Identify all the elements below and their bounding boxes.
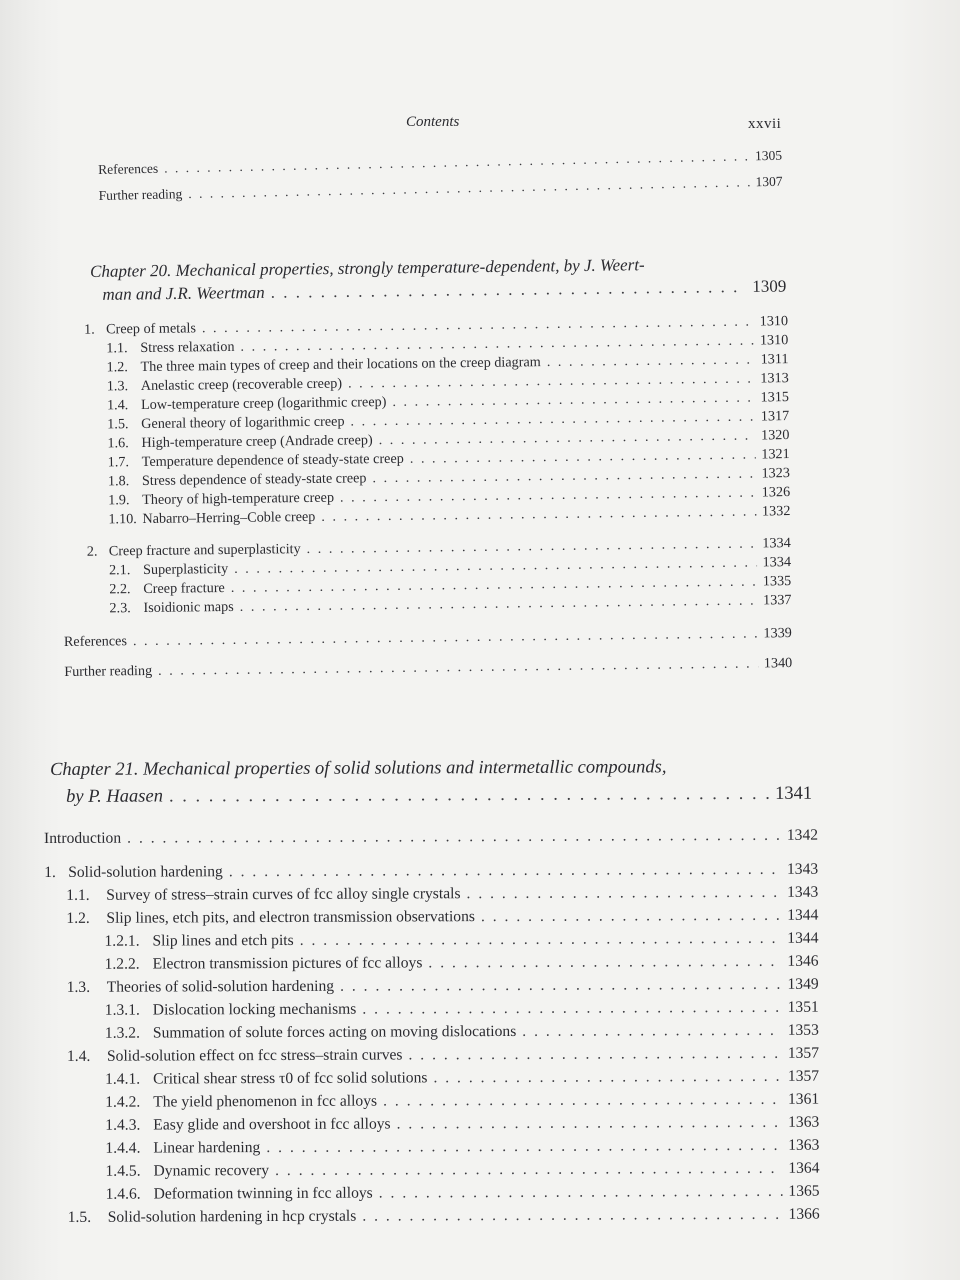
toc-entry bbox=[99, 174, 783, 204]
chapter-20-page: 1309 bbox=[752, 276, 787, 296]
toc-entry-number: 1.4.6. bbox=[105, 1185, 141, 1203]
toc-entry-label: Stress relaxation bbox=[140, 338, 235, 357]
toc-entry-label: Anelastic creep (recoverable creep) bbox=[140, 375, 343, 395]
toc-entry-page: 1310 bbox=[759, 313, 789, 330]
leader-dots bbox=[397, 1114, 783, 1134]
toc-entry-page: 1340 bbox=[763, 655, 793, 672]
toc-entry-label: Theories of solid-solution hardening bbox=[106, 977, 335, 996]
chapter-20-title-line1: Chapter 20. Mechanical properties, strongly temperature-dependent, by J. Weert- bbox=[90, 255, 645, 281]
leader-dots bbox=[466, 884, 781, 903]
toc-entry-label: Stress dependence of steady-state creep bbox=[141, 470, 367, 490]
toc-entry-number: 2.3. bbox=[109, 600, 131, 617]
leader-dots bbox=[240, 593, 758, 616]
toc-entry bbox=[68, 1206, 820, 1227]
leader-dots bbox=[362, 999, 781, 1019]
toc-entry-page: 1342 bbox=[786, 826, 819, 844]
toc-entry-page: 1343 bbox=[787, 883, 819, 901]
toc-entry-page: 1366 bbox=[788, 1205, 820, 1223]
toc-entry bbox=[44, 827, 818, 848]
toc-entry-label: Slip lines, etch pits, and electron transmission observations bbox=[106, 908, 475, 927]
toc-entry bbox=[44, 861, 818, 882]
toc-entry-page: 1337 bbox=[762, 592, 792, 609]
leader-dots bbox=[372, 466, 755, 488]
toc-entry-page: 1343 bbox=[786, 860, 819, 878]
page-header bbox=[0, 114, 960, 138]
toc-entry-label: Temperature dependence of steady-state creep bbox=[141, 450, 404, 471]
toc-entry-page: 1305 bbox=[754, 147, 783, 164]
toc-entry-label: Electron transmission pictures of fcc alloys bbox=[152, 954, 423, 973]
toc-entry bbox=[98, 148, 782, 178]
leader-dots bbox=[410, 447, 756, 468]
leader-dots bbox=[522, 1022, 782, 1041]
chapter-21-toc bbox=[44, 827, 820, 1250]
toc-entry-number: 1.1. bbox=[66, 886, 90, 904]
toc-entry-label: Isoidionic maps bbox=[143, 598, 234, 617]
toc-entry-number: 1.1. bbox=[106, 340, 128, 357]
toc-entry-page: 1323 bbox=[761, 465, 790, 482]
toc-entry bbox=[105, 1160, 819, 1181]
toc-entry-page: 1311 bbox=[760, 351, 789, 368]
toc-entry-page: 1357 bbox=[787, 1044, 820, 1062]
chapter-20-heading bbox=[90, 253, 787, 311]
toc-entry-number: 1. bbox=[44, 863, 56, 881]
leader-dots bbox=[350, 409, 755, 431]
toc-entry-page: 1349 bbox=[787, 975, 819, 993]
toc-entry bbox=[67, 976, 819, 997]
toc-entry bbox=[105, 999, 819, 1020]
toc-entry-label: Creep fracture and superplasticity bbox=[108, 541, 301, 560]
toc-entry bbox=[64, 625, 792, 651]
toc-entry bbox=[106, 1183, 820, 1204]
toc-entry-label: References bbox=[98, 160, 159, 177]
toc-entry-label: General theory of logarithmic creep bbox=[141, 413, 345, 433]
leader-dots bbox=[271, 277, 747, 303]
leader-dots bbox=[379, 428, 756, 450]
toc-entry-number: 2.1. bbox=[108, 562, 131, 579]
toc-entry-number: 1.8. bbox=[107, 473, 130, 490]
chapter-21-heading bbox=[50, 757, 814, 812]
toc-entry bbox=[105, 1022, 819, 1043]
toc-entry-number: 1.4. bbox=[66, 1047, 91, 1065]
toc-entry-label: Further reading bbox=[64, 662, 153, 680]
leader-dots bbox=[481, 907, 781, 926]
leader-dots bbox=[348, 371, 755, 393]
toc-entry-page: 1313 bbox=[760, 370, 789, 387]
toc-entry-label: Easy glide and overshoot in fcc alloys bbox=[153, 1115, 391, 1134]
toc-entry-number: 1.4.3. bbox=[105, 1116, 141, 1134]
toc-entry-label: Creep of metals bbox=[105, 320, 197, 338]
toc-entry-number: 1.6. bbox=[107, 435, 129, 452]
chapter-20-toc bbox=[60, 313, 792, 692]
leader-dots bbox=[433, 1068, 782, 1088]
toc-entry-label: Solid-solution hardening in hcp crystals bbox=[107, 1207, 357, 1226]
toc-entry-label: Deformation twinning in fcc alloys bbox=[153, 1184, 373, 1203]
toc-entry-number: 1.2. bbox=[106, 359, 128, 376]
toc-entry-page: 1353 bbox=[787, 1021, 819, 1039]
toc-entry-number: 2.2. bbox=[109, 581, 131, 598]
leader-dots bbox=[188, 174, 750, 202]
toc-entry-label: Further reading bbox=[98, 186, 183, 203]
toc-entry-page: 1344 bbox=[787, 906, 819, 924]
toc-entry-page: 1326 bbox=[761, 484, 791, 501]
chapter-21-page: 1341 bbox=[775, 783, 813, 804]
toc-entry bbox=[104, 930, 818, 951]
toc-entry-label: Solid-solution hardening bbox=[68, 863, 223, 881]
chapter-21-title-line2: by P. Haasen bbox=[66, 786, 163, 807]
leader-dots bbox=[169, 784, 769, 808]
toc-entry-page: 1317 bbox=[760, 408, 790, 425]
toc-entry-label: Critical shear stress τ0 of fcc solid solutions bbox=[153, 1069, 428, 1088]
toc-entry-number: 2. bbox=[86, 543, 98, 560]
leader-dots bbox=[379, 1183, 783, 1203]
toc-entry-label: Introduction bbox=[44, 829, 122, 847]
toc-entry-number: 1.3. bbox=[66, 978, 91, 996]
toc-entry-page: 1363 bbox=[788, 1113, 820, 1131]
toc-entry-number: 1.9. bbox=[108, 492, 130, 509]
toc-entry-page: 1339 bbox=[763, 625, 792, 642]
leader-dots bbox=[266, 1137, 782, 1157]
leader-dots bbox=[408, 1045, 781, 1065]
toc-entry-label: Linear hardening bbox=[153, 1139, 261, 1157]
toc-entry-number: 1.2.2. bbox=[104, 955, 140, 973]
leader-dots bbox=[133, 626, 758, 651]
toc-entry-page: 1351 bbox=[787, 998, 819, 1016]
leader-dots bbox=[300, 930, 782, 950]
toc-entry-page: 1361 bbox=[787, 1090, 820, 1108]
toc-entry-page: 1307 bbox=[755, 173, 783, 190]
toc-entry bbox=[67, 1045, 819, 1066]
leader-dots bbox=[321, 504, 756, 526]
toc-entry-label: The yield phenomenon in fcc alloys bbox=[153, 1092, 378, 1111]
toc-entry-number: 1.4.1. bbox=[105, 1070, 141, 1088]
toc-entry-label: Low-temperature creep (logarithmic creep) bbox=[140, 394, 387, 414]
top-toc-block bbox=[98, 148, 783, 210]
toc-entry-page: 1357 bbox=[787, 1067, 820, 1085]
toc-entry bbox=[105, 953, 819, 974]
toc-entry-label: Dynamic recovery bbox=[153, 1162, 270, 1180]
toc-entry-label: References bbox=[63, 633, 128, 650]
toc-entry bbox=[105, 1137, 819, 1158]
toc-entry-number: 1.2. bbox=[66, 909, 90, 927]
toc-entry-page: 1365 bbox=[788, 1182, 820, 1200]
chapter-21-title-row bbox=[66, 784, 812, 808]
leader-dots bbox=[158, 656, 758, 680]
toc-entry-page: 1332 bbox=[761, 503, 791, 520]
toc-entry-label: Dislocation locking mechanisms bbox=[152, 1000, 357, 1019]
toc-entry-number: 1. bbox=[83, 321, 95, 338]
leader-dots bbox=[428, 953, 781, 973]
toc-entry-number: 1.3. bbox=[106, 378, 129, 395]
toc-entry bbox=[105, 1091, 819, 1112]
toc-entry bbox=[64, 655, 792, 681]
toc-entry-number: 1.3.1. bbox=[104, 1001, 140, 1019]
leader-dots bbox=[383, 1091, 782, 1111]
leader-dots bbox=[164, 148, 749, 176]
toc-entry-number: 1.5. bbox=[67, 1208, 92, 1226]
leader-dots bbox=[275, 1160, 782, 1180]
toc-entry-page: 1334 bbox=[762, 535, 791, 552]
toc-entry-page: 1364 bbox=[788, 1159, 820, 1177]
toc-entry bbox=[66, 884, 818, 905]
toc-entry-label: Theory of high-temperature creep bbox=[142, 489, 335, 509]
toc-entry-label: Survey of stress–strain curves of fcc alloy single crystals bbox=[106, 885, 461, 904]
toc-entry bbox=[105, 1068, 819, 1089]
toc-entry-page: 1320 bbox=[760, 427, 790, 444]
toc-entry-number: 1.3.2. bbox=[104, 1024, 141, 1042]
toc-entry-page: 1321 bbox=[761, 446, 790, 463]
chapter-20-title-line2: man and J.R. Weertman bbox=[102, 282, 265, 304]
toc-entry-number: 1.7. bbox=[107, 454, 130, 471]
toc-entry-number: 1.2.1. bbox=[104, 932, 140, 950]
toc-entry-label: High-temperature creep (Andrade creep) bbox=[141, 432, 373, 452]
toc-entry-number: 1.4.5. bbox=[105, 1162, 141, 1180]
toc-entry-page: 1310 bbox=[759, 332, 789, 349]
toc-entry-number: 1.5. bbox=[107, 416, 129, 433]
toc-entry bbox=[105, 1114, 819, 1135]
toc-entry-label: Summation of solute forces acting on moving dislocations bbox=[152, 1022, 517, 1042]
toc-entry-page: 1335 bbox=[762, 573, 792, 590]
toc-entry-page: 1344 bbox=[787, 929, 819, 947]
toc-entry-label: Creep fracture bbox=[143, 580, 225, 598]
leader-dots bbox=[362, 1206, 782, 1226]
toc-entry-label: The three main types of creep and their locations on the creep diagram bbox=[140, 354, 541, 376]
toc-entry-number: 1.4. bbox=[106, 397, 129, 414]
toc-entry-label: Slip lines and etch pits bbox=[152, 931, 294, 950]
page-number: xxvii bbox=[748, 116, 782, 132]
chapter-21-title-line1: Chapter 21. Mechanical properties of solid solutions and intermetallic compounds, bbox=[50, 757, 667, 780]
toc-entry-number: 1.4.2. bbox=[105, 1093, 141, 1111]
toc-entry-number: 1.10. bbox=[108, 511, 137, 528]
leader-dots bbox=[229, 861, 781, 881]
toc-entry-page: 1334 bbox=[762, 554, 792, 571]
toc-entry-label: Nabarro–Herring–Coble creep bbox=[142, 508, 316, 528]
running-title: Contents bbox=[406, 114, 460, 130]
leader-dots bbox=[392, 390, 754, 411]
chapter-20-title-row bbox=[102, 276, 786, 304]
toc-entry bbox=[66, 907, 818, 928]
toc-entry-label: Superplasticity bbox=[142, 560, 229, 579]
toc-entry-number: 1.4.4. bbox=[105, 1139, 141, 1157]
toc-entry-page: 1363 bbox=[788, 1136, 820, 1154]
toc-entry-page: 1315 bbox=[760, 389, 790, 406]
leader-dots bbox=[127, 827, 781, 848]
leader-dots bbox=[340, 976, 782, 996]
leader-dots bbox=[547, 352, 755, 372]
toc-entry-page: 1346 bbox=[787, 952, 819, 970]
page-edge bbox=[890, 0, 960, 1280]
toc-entry-label: Solid-solution effect on fcc stress–strain curves bbox=[106, 1046, 403, 1065]
